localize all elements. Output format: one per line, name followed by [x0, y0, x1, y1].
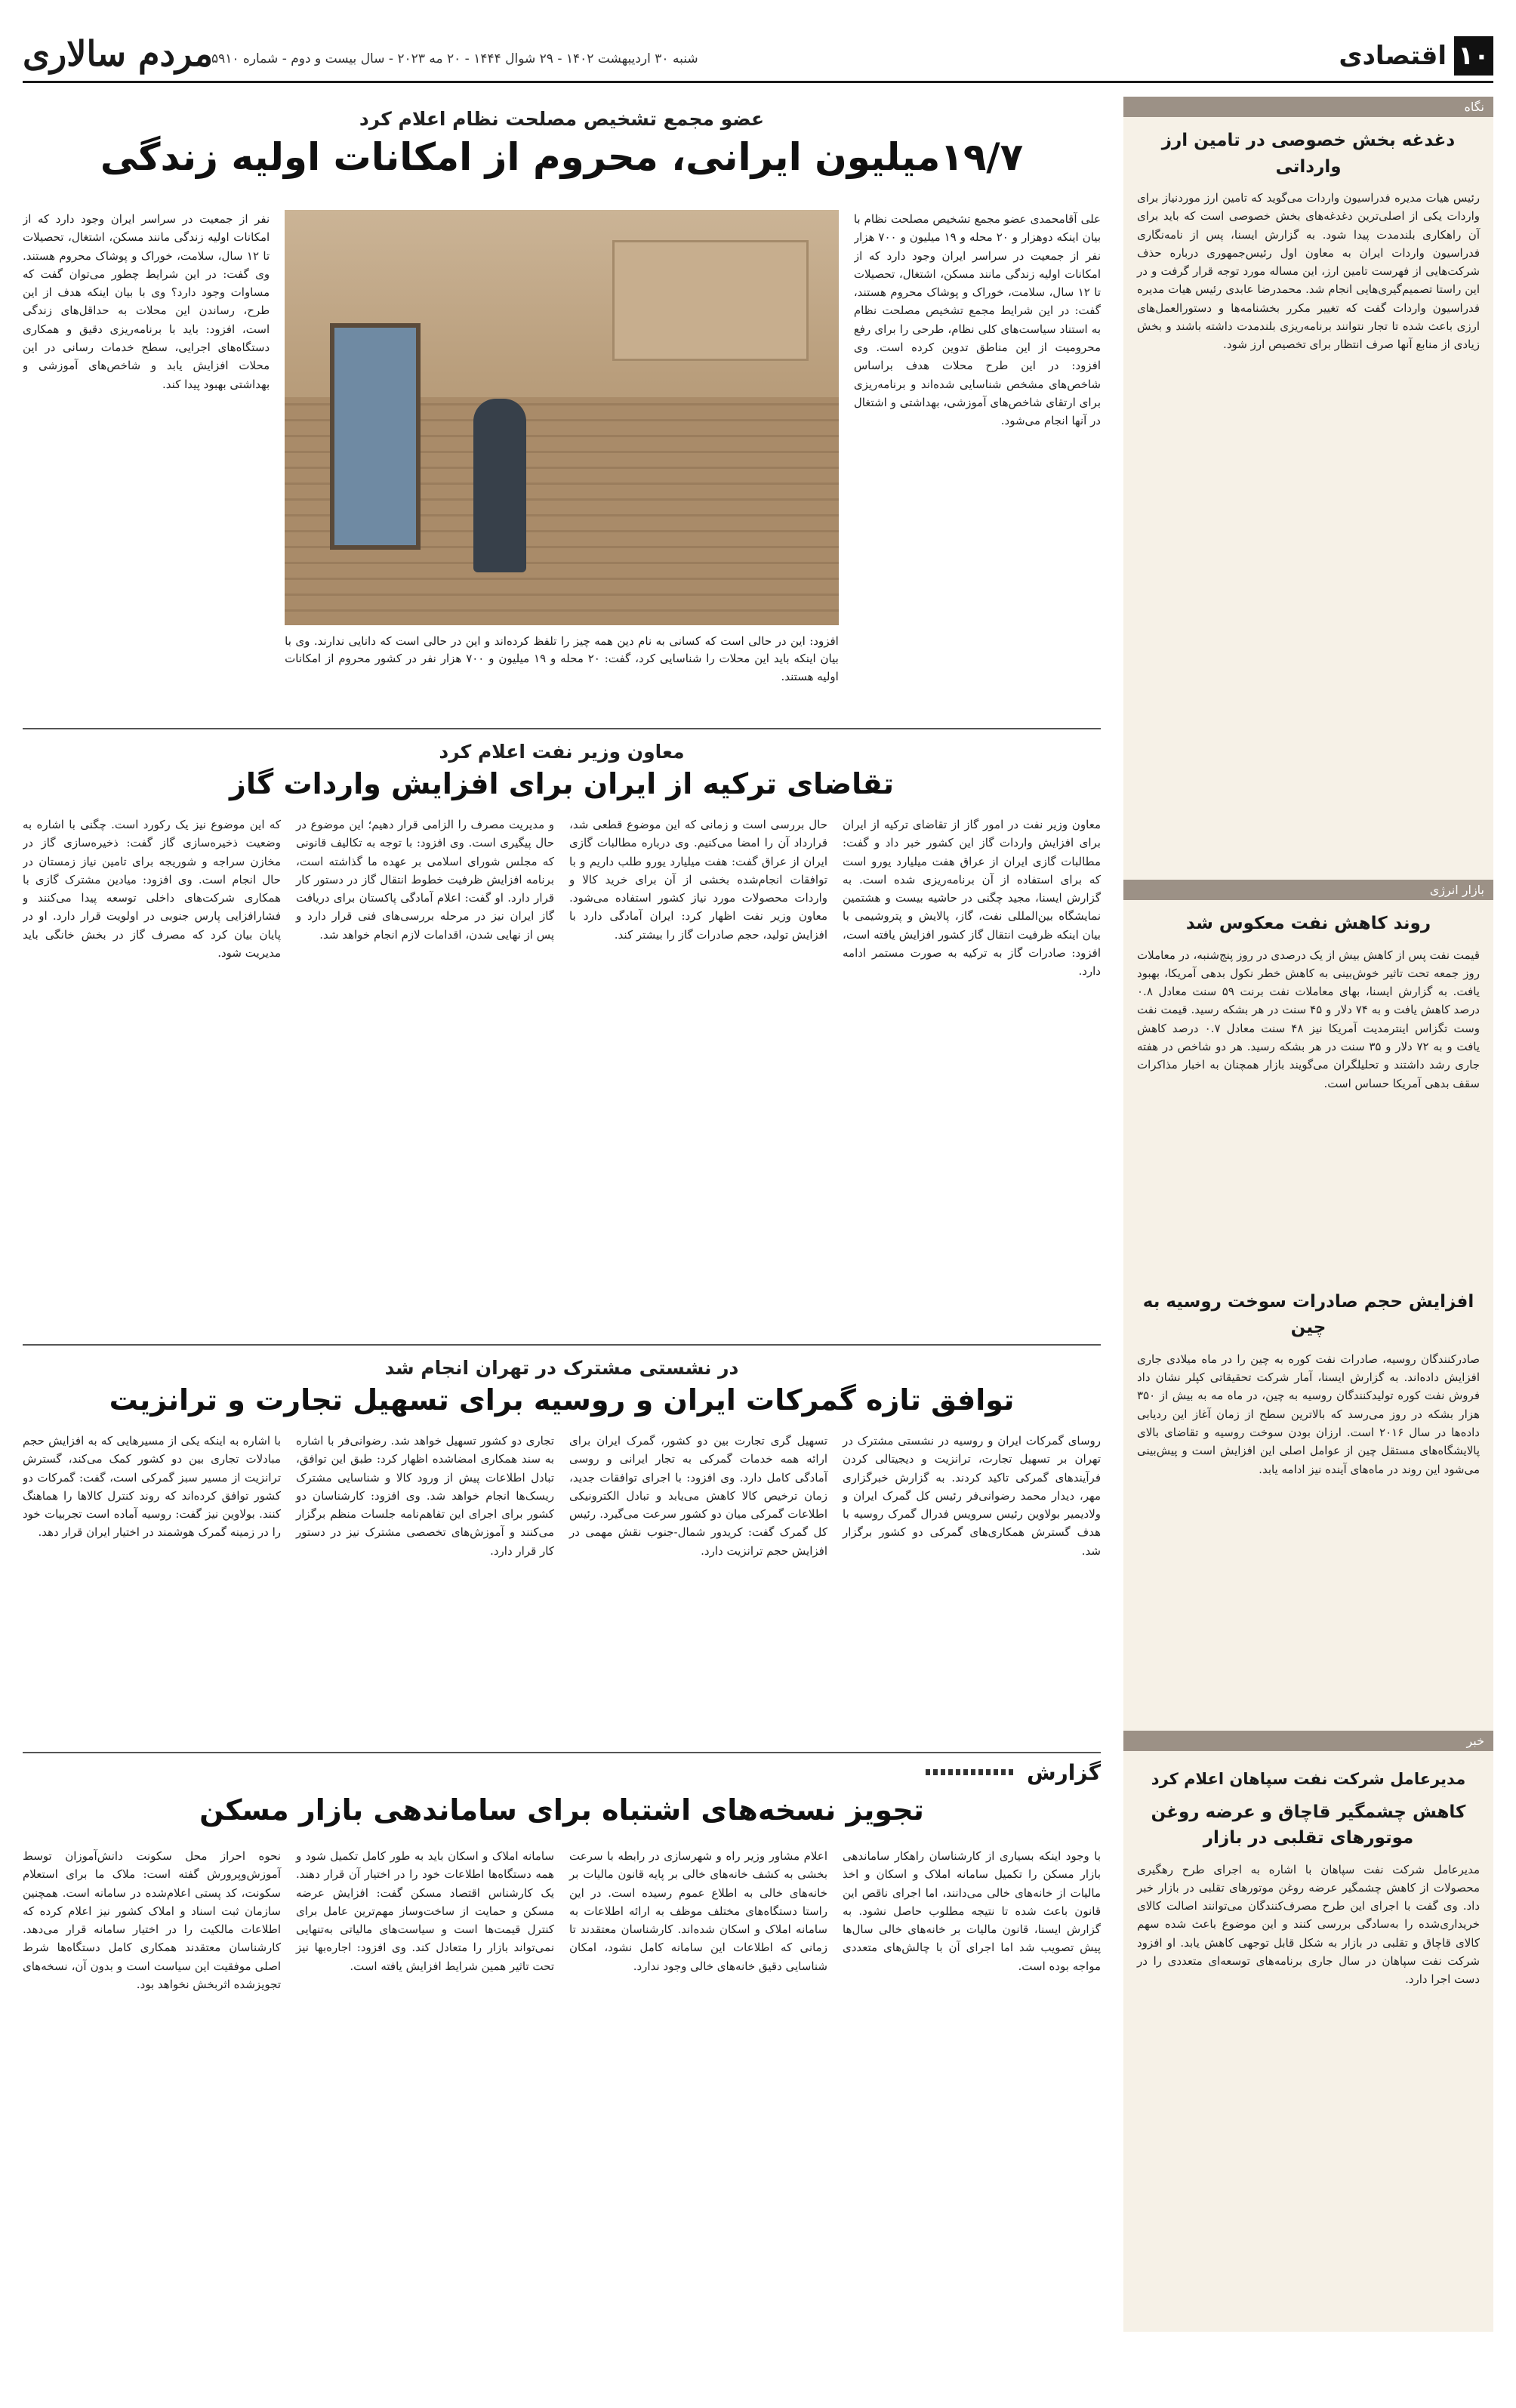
- photo-door: [330, 323, 421, 550]
- customs-col-1: روسای گمرکات ایران و روسیه در نشستی مشترک در تهران بر تسهیل تجارت، ترانزیت و دیجیتالی کردن فرآیندهای گمرکی تاکید کردند. به گزارش خبرگزاری مهر، دیدار محمد رضوانی‌فر رئیس کل گمرک ایران و ولادیمیر بولاوین رئیس سرویس فدرال گمرک روسیه با هدف گسترش همکاری‌های گمرکی دو کشور برگزار شد.: [843, 1434, 1101, 1558]
- report-story: [23, 1847, 1101, 2270]
- report-ornament: [926, 1769, 1016, 1775]
- page-number: ۱۰: [1454, 36, 1493, 76]
- customs-kicker: در نشستی مشترک در تهران انجام شد: [384, 1357, 739, 1379]
- turkey-col-3: و مدیریت مصرف را الزامی قرار دهیم؛ این موضوع در حال پیگیری است. وی افزود: با توجه به تکالیف قانونی که مجلس شورای اسلامی بر عهده ما گذاشته است، برنامه افزایش ظرفیت خطوط انتقال گاز در دستور کار قرار دارد. او گفت: اعلام آمادگی پاکستان برای دریافت گاز ایران نیز در مرحله بررسی‌های فنی قرار دارد و پس از نهایی شدن، اقدامات لازم انجام خواهد شد.: [296, 818, 554, 942]
- section-title: اقتصادی: [1339, 41, 1447, 71]
- turkey-col-2: حال بررسی است و زمانی که این موضوع قطعی شد، قرارداد آن را امضا می‌کنیم. وی درباره مطالبات گازی ایران از عراق گفت: هفت میلیارد یورو طلب داریم و با توافقات انجام‌شده بخشی از آن برای خرید کالا و واردات محصولات مورد نیاز کشور استفاده می‌شود. معاون وزیر نفت اظهار کرد: ایران آمادگی دارد با افزایش تولید، حجم صادرات گاز را بیشتر کند.: [569, 818, 827, 942]
- report-col-3: سامانه املاک و اسکان باید به طور کامل تکمیل شود و همه دستگاه‌ها اطلاعات خود را در اختیار آن قرار دهند. یک کارشناس اقتصاد مسکن گفت: افزایش عرضه مسکن و حمایت از ساخت‌وساز مهم‌ترین عامل برای کنترل قیمت‌ها است و سیاست‌های مالیاتی به‌تنهایی نمی‌تواند بازار را متعادل کند. وی افزود: اجاره‌بها نیز تحت تاثیر همین شرایط افزایش یافته است.: [296, 1849, 554, 1973]
- photo-house: [612, 240, 809, 361]
- masthead: [23, 30, 1493, 83]
- report-label-row: [23, 1753, 1101, 1791]
- report-col-2: اعلام مشاور وزیر راه و شهرسازی در رابطه با سرعت بخشی به کشف خانه‌های خالی بر پایه قانون مالیات بر خانه‌های خالی به اطلاع عموم رسیده است. در این راستا دستگاه‌های مختلف موظف به ارائه اطلاعات به سامانه املاک و اسکان شده‌اند. کارشناسان معتقدند تا زمانی که اطلاعات این سامانه کامل نشود، امکان شناسایی دقیق خانه‌های خالی وجود ندارد.: [569, 1849, 827, 1973]
- lead-photo-block: [285, 210, 839, 701]
- news-kicker: مدیرعامل شرکت نفت سپاهان اعلام کرد: [1151, 1770, 1466, 1788]
- news-body: مدیرعامل شرکت نفت سپاهان با اشاره به اجرای طرح رهگیری محصولات از کاهش چشمگیر عرضه روغن موتورهای تقلبی در بازار خبر داد. وی گفت با اجرای این طرح مصرف‌کنندگان می‌توانند اصالت کالای خریداری‌شده را به‌سادگی بررسی کنند و این موضوع باعث شده سهم کالای قاچاق و تقلبی در بازار به شکل قابل توجهی کاهش یابد. او افزود شرکت نفت سپاهان در سال جاری برنامه‌های توسعه‌ای متعددی را در دست اجرا دارد.: [1137, 1862, 1480, 1987]
- note-body: رئیس هیات مدیره فدراسیون واردات می‌گوید که تامین ارز موردنیاز برای واردات یکی از اصلی‌ترین دغدغه‌های بخش خصوصی است که باید برای آن راهکاری بلندمدت پیدا شود. به گزارش ایسنا، پس از نامەنگاری فدراسیون واردات ایران به معاون اول رئیس‌جمهوری درباره حذف شرکت‌هایی از فهرست تامین ارز، این مساله مورد توجه قرار گرفت و در این راستا تصمیم‌گیری‌هایی انجام شد. محمدرضا عابدی رئیس هیات مدیره فدراسیون واردات گفت که تغییر مکرر بخشنامه‌ها و دستورالعمل‌های ارزی باعث شده تا تجار نتوانند برنامه‌ریزی بلندمدت داشته باشند و بخش زیادی از منابع آنها صرف انتظار برای تخصیص ارز شود.: [1137, 191, 1480, 352]
- note-article: [1123, 117, 1493, 880]
- lead-body-left: نفر از جمعیت در سراسر ایران وجود دارد که از امکانات اولیه زندگی مانند مسکن، اشتغال، تحصیلات تا ۱۲ سال، سلامت، خوراک و پوشاک محروم هستند. وی گفت: در این شرایط چطور می‌توان گفت که مساوات وجود دارد؟ وی با بیان اینکه هدف از این طرح، رساندن این محلات به حداقل‌های زندگی است، افزود: باید با برنامه‌ریزی دقیق و همکاری دستگاه‌های اجرایی، سطح خدمات رسانی در این محلات افزایش یابد و شاخص‌های آموزشی و بهداشتی بهبود پیدا کند.: [23, 212, 270, 391]
- lead-story: [23, 210, 1101, 701]
- customs-col-3: تجاری دو کشور تسهیل خواهد شد. رضوانی‌فر با اشاره به سند همکاری امضاشده اظهار کرد: طبق این توافق، تبادل اطلاعات پیش از ورود کالا و شناسایی مشترک ریسک‌ها انجام خواهد شد. وی افزود: کارشناسان دو کشور برای اجرای این تفاهم‌نامه جلسات منظم برگزار می‌کنند و آموزش‌های تخصصی مشترک نیز در دستور کار قرار دارد.: [296, 1434, 554, 1558]
- news-article: [1123, 1751, 1493, 2363]
- note-title: دغدغه بخش خصوصی در تامین ارز وارداتی: [1161, 131, 1456, 177]
- customs-headline: توافق تازه گمرکات ایران و روسیه برای تسهیل تجارت و ترانزیت: [109, 1383, 1015, 1417]
- news-tag: خبر: [1123, 1731, 1493, 1751]
- turkey-headline: تقاضای ترکیه از ایران برای افزایش واردات گاز: [230, 767, 894, 800]
- customs-col-2: تسهیل گری تجارت بین دو کشور، گمرک ایران برای ارائه همه خدمات گمرکی به تجار ایرانی و روسی آمادگی کامل دارد. وی افزود: با اجرای توافقات جدید، زمان ترخیص کالا کاهش می‌یابد و تبادل الکترونیکی اطلاعات گمرکی میان دو کشور سرعت می‌گیرد. رئیس کل گمرک گفت: کریدور شمال-جنوب نقش مهمی در افزایش حجم ترانزیت دارد.: [569, 1434, 827, 1558]
- energy-title: روند کاهش نفت معکوس شد: [1185, 914, 1431, 933]
- energy-tag: بازار انرژی: [1123, 880, 1493, 900]
- customs-col-4: با اشاره به اینکه یکی از مسیرهایی که به افزایش حجم مبادلات تجاری بین دو کشور کمک می‌کند، گسترش ترانزیت از مسیر سبز گمرکی است، گفت: گمرکات دو کشور توافق کرده‌اند که روند کنترل کالاها را هماهنگ کنند. بولاوین نیز گفت: روسیه آماده است تجربیات خود را در زمینه گمرک هوشمند در اختیار ایران قرار دهد.: [23, 1434, 281, 1540]
- report-label: گزارش: [1026, 1759, 1101, 1785]
- customs-heading: [23, 1346, 1101, 1421]
- note-tag: نگاه: [1123, 97, 1493, 117]
- lead-photo: [285, 210, 839, 625]
- energy-body: قیمت نفت پس از کاهش بیش از یک درصدی در روز پنج‌شنبه، در معاملات روز جمعه تحت تاثیر خوش‌بینی به کاهش خطر نکول بدهی آمریکا، بهبود یافت. به گزارش ایسنا، بهای معاملات نفت برنت ۵۹ سنت معادل ۰.۸ درصد کاهش یافت و به ۷۴ دلار و ۴۵ سنت در هر بشکه رسید. قیمت نفت وست تگزاس اینترمدیت آمریکا نیز ۴۸ سنت معادل ۰.۷ درصد کاهش یافت و به ۷۲ دلار و ۳۵ سنت در هر بشکه رسید. هر دو شاخص در هفته جاری رشد داشتند و تحلیلگران می‌گویند بازار همچنان به اخبار مذاکرات سقف بدهی آمریکا حساس است.: [1137, 948, 1480, 1090]
- date-line: شنبه ۳۰ اردیبهشت ۱۴۰۲ - ۲۹ شوال ۱۴۴۴ - ۲۰ مه ۲۰۲۳ - سال بیست و دوم - شماره ۵۹۱۰: [211, 51, 698, 66]
- report-heading: [23, 1791, 1101, 1836]
- china-body: صادرکنندگان روسیه، صادرات نفت کوره به چین را در ماه میلادی جاری افزایش داده‌اند. به گزارش ایسنا، آمار شرکت تحقیقاتی کپلر نشان داد فروش نفت کوره تولیدکنندگان روسیه به چین، در ماه مه به بیش از ۳۵۰ هزار بشکه در روز می‌رسد که بالاترین سطح از زمان آغاز این ردیابی داده‌ها در سال ۲۰۱۶ است. ارزان بودن سوخت روسیه و تقاضای بالای پالایشگاه‌های مستقل چین از عوامل اصلی این افزایش است و پیش‌بینی می‌شود این روند در ماه‌های آینده نیز ادامه یابد.: [1137, 1352, 1480, 1476]
- lead-heading: [23, 97, 1101, 202]
- china-title: افزایش حجم صادرات سوخت روسیه به چین: [1142, 1291, 1474, 1338]
- lead-photo-caption: افزود: این در حالی است که کسانی به نام دین همه چیز را تلفظ کرده‌اند و این در حالی است که دانایی ندارند. وی با بیان اینکه باید این محلات را شناسایی کرد، گفت: ۲۰ محله و ۱۹ میلیون و ۷۰۰ هزار نفر در کشور محروم از امکانات اولیه هستند.: [285, 634, 839, 683]
- turkey-kicker: معاون وزیر نفت اعلام کرد: [439, 741, 685, 763]
- newspaper-logo: مردم سالاری: [23, 33, 214, 74]
- turkey-col-1: معاون وزیر نفت در امور گاز از تقاضای ترکیه از ایران برای افزایش واردات گاز این کشور خبر داد و گفت: مطالبات گازی ایران از عراق هفت میلیارد یورو است که برای استفاده از آن برنامه‌ریزی شده است. به گزارش ایسنا، مجید چگنی در حاشیه بیست و هشتمین نمایشگاه بین‌المللی نفت، گاز، پالایش و پتروشیمی با بیان اینکه ظرفیت انتقال گاز کشور افزایش یافته است، افزود: صادرات گاز به ترکیه به صورت مستمر ادامه دارد.: [843, 818, 1101, 979]
- report-headline: تجویز نسخه‌های اشتباه برای ساماندهی بازار مسکن: [199, 1793, 924, 1827]
- lead-headline: ۱۹/۷میلیون ایرانی، محروم از امکانات اولیه زندگی: [100, 135, 1024, 179]
- turkey-heading: [23, 729, 1101, 805]
- section-brand: [1339, 36, 1493, 76]
- sidebar: [1123, 97, 1493, 2332]
- report-col-4: نحوه احراز محل سکونت دانش‌آموزان توسط آموزش‌وپرورش گفته است: ملاک ما برای استعلام سکونت، کد پستی اعلام‌شده در سامانه است. همچنین سازمان ثبت اسناد و املاک کشور نیز اعلام کرده که اطلاعات مالکیت را در اختیار سامانه قرار می‌دهد. کارشناسان معتقدند همکاری کامل دستگاه‌ها شرط اصلی موفقیت این سیاست است و بدون آن، نسخه‌های تجویزشده اثربخش نخواهد بود.: [23, 1849, 281, 1992]
- news-title: کاهش چشمگیر قاچاق و عرضه روغن موتورهای تقلبی در بازار: [1151, 1802, 1466, 1848]
- lead-kicker: عضو مجمع تشخیص مصلحت نظام اعلام کرد: [359, 108, 765, 130]
- customs-story: [23, 1432, 1101, 1741]
- energy-article: [1123, 900, 1493, 1731]
- lead-body-right: علی آقامحمدی عضو مجمع تشخیص مصلحت نظام با بیان اینکه دوهزار و ۲۰ محله و ۱۹ میلیون و ۷۰۰ هزار نفر از جمعیت در سراسر ایران وجود دارد که از امکانات اولیه زندگی مانند مسکن، اشتغال، تحصیلات تا ۱۲ سال، سلامت، خوراک و پوشاک محروم هستند، گفت: در این شرایط مجمع تشخیص مصلحت نظام به استناد سیاست‌های کلی نظام، طرحی را برای رفع محرومیت از این مناطق تدوین کرده است. وی افزود: در این طرح محلات هدف براساس شاخص‌های مشخص شناسایی شده‌اند و برنامه‌ریزی برای ارتقای شاخص‌های آموزشی، بهداشتی و اشتغال در آنها انجام می‌شود.: [853, 212, 1101, 428]
- report-col-1: با وجود اینکه بسیاری از کارشناسان راهکار ساماندهی بازار مسکن را تکمیل سامانه املاک و اسکان و اخذ مالیات از خانه‌های خالی می‌دانند، اما اجرای ناقص این قانون باعث شده تا نتیجه مطلوب حاصل نشود. به گزارش ایسنا، قانون مالیات بر خانه‌های خالی سال‌ها پیش تصویب شد اما اجرای آن با چالش‌های متعددی مواجه بوده است.: [843, 1849, 1101, 1973]
- turkey-col-4: که این موضوع نیز یک رکورد است. چگنی با اشاره به وضعیت ذخیره‌سازی گاز گفت: ذخیره‌سازی گاز در مخازن سراجه و شوریجه برای تامین نیاز زمستان در حال انجام است. وی افزود: میادین مشترک گازی با همکاری شرکت‌های داخلی توسعه پیدا می‌کنند و فشارافزایی پارس جنوبی در اولویت قرار دارد. او در پایان بیان کرد که مصرف گاز در بخش خانگی باید مدیریت شود.: [23, 818, 281, 960]
- main-content: [23, 97, 1101, 2270]
- turkey-story: [23, 816, 1101, 1329]
- photo-person: [473, 399, 526, 572]
